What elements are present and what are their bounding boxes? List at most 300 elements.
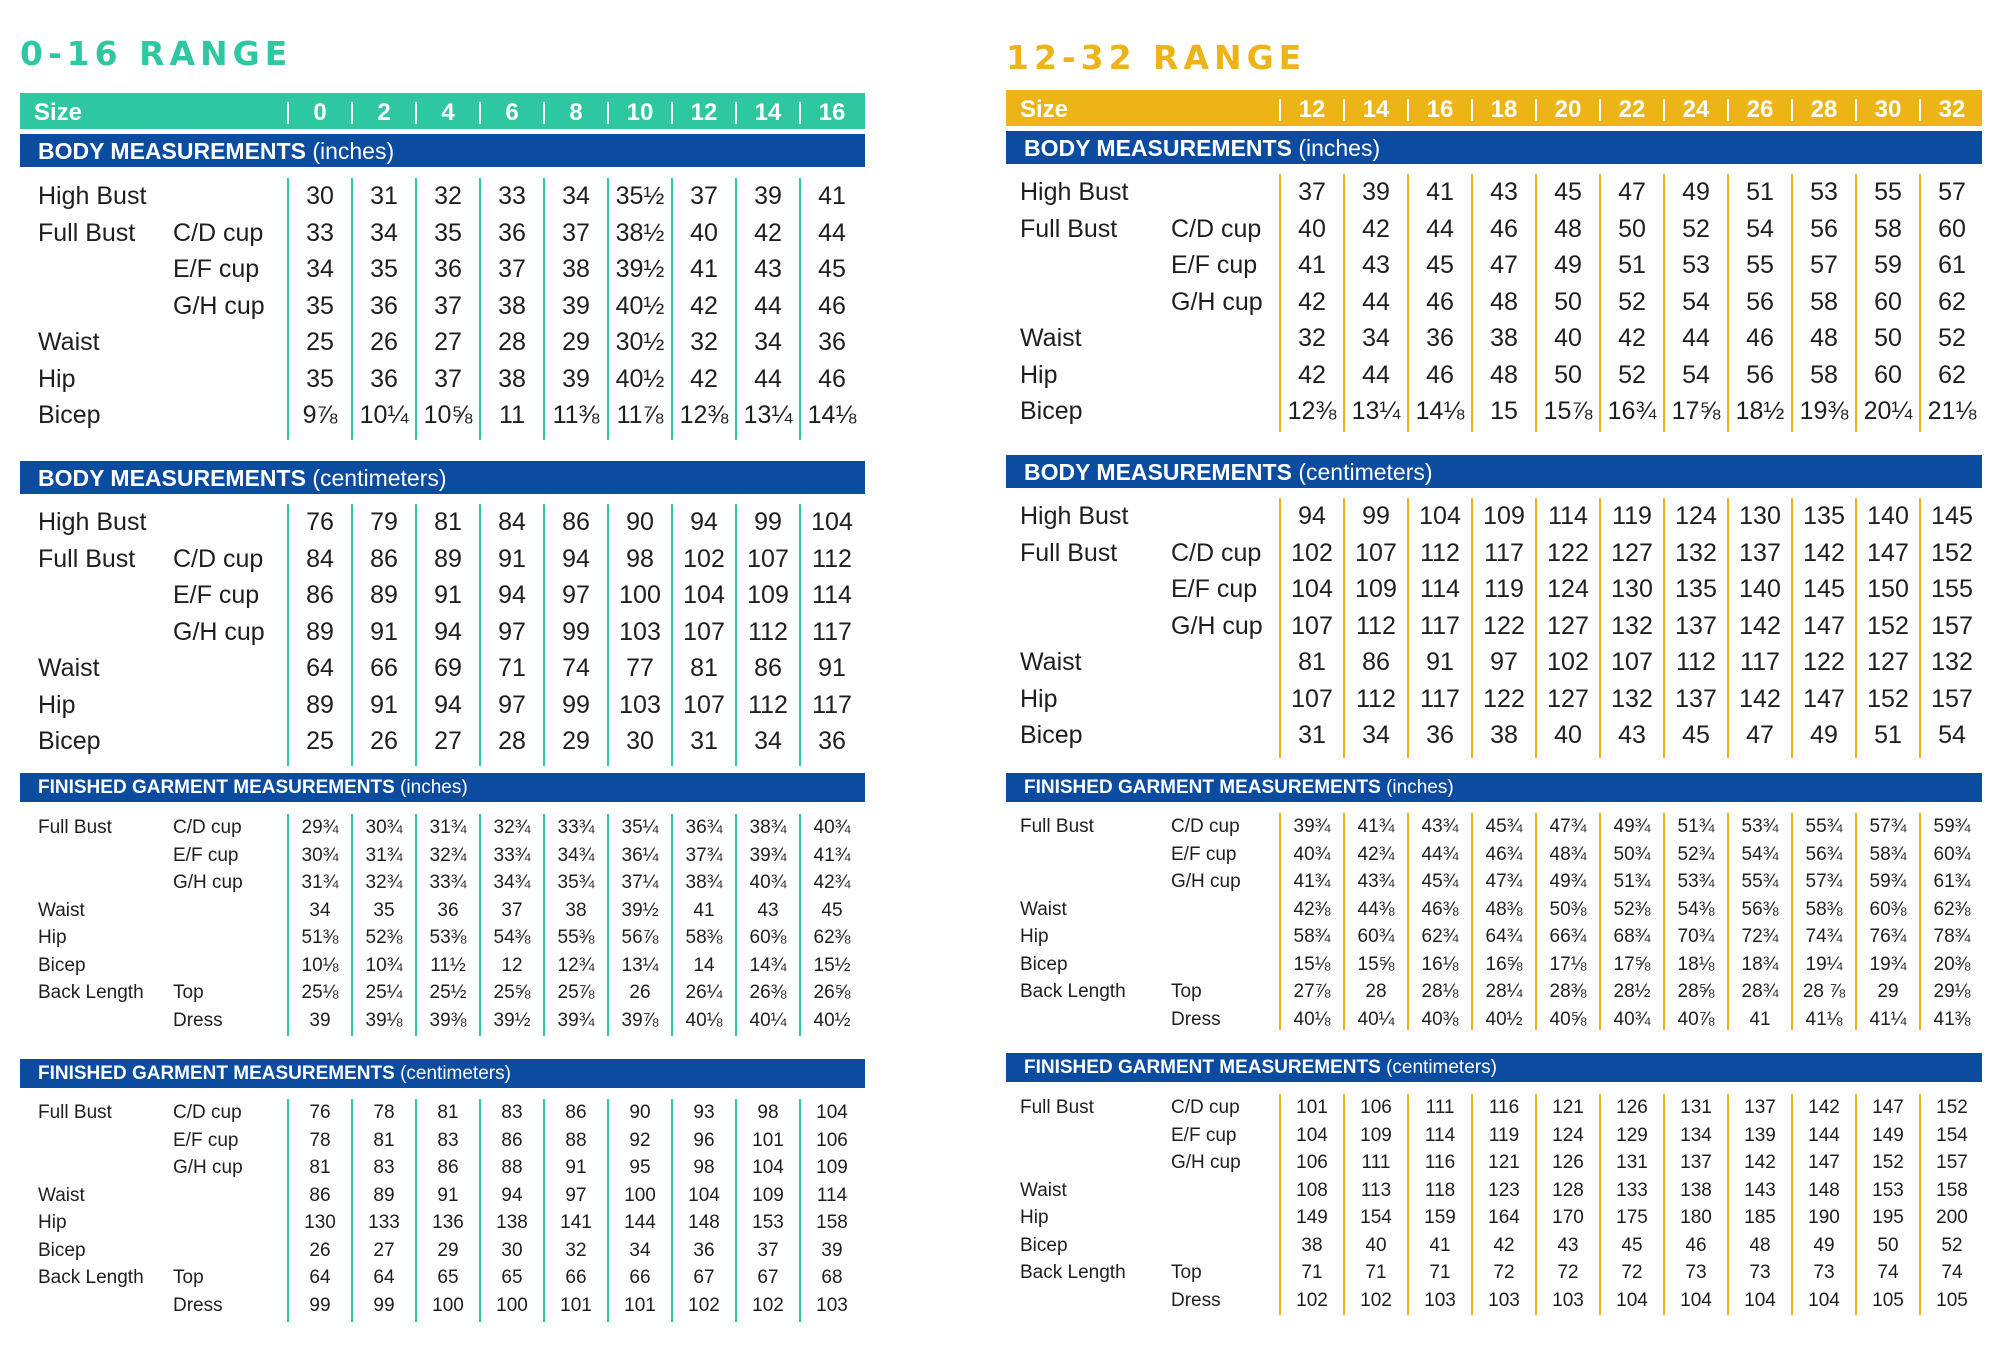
measurement-cell: 91 — [565, 1157, 587, 1178]
row-label: Full Bust — [38, 817, 112, 838]
measurement-cell: 58¾ — [1869, 843, 1907, 865]
measurement-cell: 124 — [1675, 502, 1717, 530]
row-label: Hip — [38, 690, 76, 719]
measurement-cell: 152 — [1931, 538, 1973, 567]
measurement-cell: 112 — [1356, 684, 1396, 713]
measurement-cell: 41⅜ — [1933, 1008, 1971, 1030]
measurement-cell: 102 — [683, 544, 725, 573]
measurement-cell: 34 — [562, 182, 590, 210]
table-row — [1006, 951, 1982, 979]
measurement-cell: 122 — [1547, 538, 1589, 567]
row-sublabel: E/F cup — [1171, 251, 1258, 279]
row-label: Bicep — [38, 401, 101, 429]
measurement-cell: 56⅜ — [1741, 898, 1779, 920]
measurement-cell: 39 — [309, 1009, 331, 1031]
section-unit: (centimeters) — [1298, 459, 1433, 485]
measurement-cell: 157 — [1931, 684, 1973, 713]
size-14: 14 — [1362, 96, 1390, 123]
measurement-cell: 99 — [754, 508, 782, 536]
size-26: 26 — [1746, 96, 1774, 123]
measurement-cell: 31 — [1298, 721, 1326, 749]
measurement-cell: 31 — [370, 182, 398, 210]
measurement-cell: 39⅞ — [621, 1009, 659, 1031]
measurement-cell: 62¾ — [1421, 926, 1459, 947]
measurement-cell: 105 — [1936, 1289, 1968, 1311]
measurement-cell: 30 — [306, 182, 334, 210]
row-sublabel: Dress — [173, 1294, 223, 1316]
measurement-cell: 129 — [1616, 1124, 1648, 1146]
measurement-cell: 124 — [1547, 575, 1589, 603]
measurement-cell: 107 — [747, 544, 789, 573]
measurement-cell: 102 — [688, 1294, 720, 1316]
measurement-cell: 58 — [1810, 287, 1838, 316]
measurement-cell: 28⅜ — [1549, 981, 1587, 1002]
section-title — [1024, 455, 1433, 489]
measurement-cell: 93 — [693, 1102, 715, 1123]
measurement-cell: 12¾ — [557, 954, 595, 976]
measurement-cell: 36 — [1426, 324, 1454, 352]
measurement-cell: 37 — [1298, 178, 1326, 206]
measurement-cell: 58¾ — [1293, 926, 1331, 947]
measurement-cell: 49 — [1682, 178, 1710, 206]
section-unit: (inches) — [1386, 777, 1454, 798]
measurement-cell: 127 — [1867, 648, 1909, 676]
measurement-cell: 114 — [816, 1184, 848, 1206]
measurement-cell: 135 — [1675, 575, 1717, 603]
measurement-cell: 34 — [1362, 324, 1390, 352]
section-title-text: FINISHED GARMENT MEASUREMENTS — [1024, 777, 1381, 798]
row-label: Full Bust — [1020, 538, 1118, 567]
measurement-cell: 81 — [434, 508, 462, 536]
measurement-cell: 45 — [1426, 251, 1454, 279]
measurement-cell: 126 — [1552, 1152, 1584, 1173]
table-row — [20, 1264, 865, 1292]
measurement-cell: 13¼ — [1351, 397, 1401, 425]
measurement-cell: 81 — [373, 1129, 395, 1151]
measurement-cell: 49¾ — [1549, 871, 1587, 892]
measurement-cell: 42 — [690, 291, 718, 320]
measurement-cell: 37 — [690, 182, 718, 210]
measurement-cell: 104 — [1744, 1289, 1776, 1311]
measurement-cell: 38 — [498, 364, 526, 393]
measurement-cell: 100 — [619, 581, 661, 609]
measurement-cell: 128 — [1552, 1179, 1584, 1201]
measurement-cell: 36 — [437, 899, 459, 921]
measurement-cell: 49 — [1554, 251, 1582, 279]
measurement-cell: 116 — [1488, 1097, 1520, 1118]
measurement-cell: 101 — [560, 1294, 592, 1316]
measurement-cell: 33 — [306, 218, 334, 247]
measurement-cell: 109 — [1483, 502, 1525, 530]
row-label: Full Bust — [1020, 214, 1118, 243]
measurement-cell: 60 — [1874, 360, 1902, 389]
measurement-cell: 36 — [1426, 721, 1454, 749]
measurement-cell: 47¾ — [1485, 871, 1523, 892]
measurement-cell: 104 — [1616, 1289, 1648, 1311]
size-6: 6 — [505, 99, 519, 126]
measurement-cell: 41 — [1749, 1008, 1771, 1030]
measurement-cell: 46⅜ — [1421, 898, 1459, 920]
measurement-cell: 67 — [757, 1267, 779, 1288]
measurement-cell: 71 — [498, 654, 526, 682]
measurement-cell: 102 — [1547, 648, 1589, 676]
right-section-header-0 — [1006, 131, 1982, 164]
measurement-cell: 38 — [1490, 324, 1518, 352]
measurement-cell: 31¾ — [365, 844, 403, 866]
measurement-cell: 89 — [370, 581, 398, 609]
measurement-cell: 26¼ — [685, 982, 723, 1003]
table-row — [20, 650, 865, 687]
table-row — [1006, 1149, 1982, 1177]
measurement-cell: 195 — [1872, 1207, 1904, 1228]
row-label: Waist — [1020, 1179, 1067, 1201]
row-sublabel: G/H cup — [173, 291, 265, 320]
measurement-cell: 147 — [1803, 611, 1845, 640]
measurement-cell: 32 — [565, 1239, 587, 1261]
measurement-cell: 58⅜ — [685, 927, 723, 948]
measurement-cell: 44 — [1362, 360, 1390, 389]
right-size-header — [1006, 90, 1982, 126]
measurement-cell: 200 — [1936, 1207, 1968, 1228]
measurement-cell: 104 — [1296, 1124, 1328, 1146]
measurement-cell: 54 — [1746, 214, 1774, 243]
measurement-cell: 46 — [1426, 287, 1454, 316]
row-label: Back Length — [1020, 1262, 1126, 1283]
measurement-cell: 25⅝ — [493, 982, 531, 1003]
table-row — [1006, 923, 1982, 951]
measurement-cell: 44¾ — [1421, 843, 1459, 865]
measurement-cell: 81 — [1298, 648, 1326, 676]
measurement-cell: 60¾ — [1357, 926, 1395, 947]
measurement-cell: 56 — [1810, 214, 1838, 243]
measurement-cell: 48 — [1810, 324, 1838, 352]
measurement-cell: 65 — [501, 1267, 523, 1288]
measurement-cell: 117 — [1484, 538, 1524, 567]
measurement-cell: 48 — [1749, 1234, 1771, 1256]
measurement-cell: 104 — [683, 581, 725, 609]
table-row — [1006, 717, 1982, 754]
measurement-cell: 132 — [1611, 684, 1653, 713]
measurement-cell: 94 — [434, 690, 462, 719]
row-sublabel: Dress — [1171, 1289, 1221, 1311]
measurement-cell: 56 — [1746, 360, 1774, 389]
measurement-cell: 35 — [306, 364, 334, 393]
measurement-cell: 55 — [1746, 251, 1774, 279]
row-sublabel: G/H cup — [1171, 1152, 1241, 1173]
section-title — [1024, 1053, 1497, 1083]
measurement-cell: 57 — [1938, 178, 1966, 206]
measurement-cell: 66¾ — [1549, 926, 1587, 947]
measurement-cell: 26⅜ — [749, 982, 787, 1003]
measurement-cell: 79 — [370, 508, 398, 536]
table-row — [20, 504, 865, 541]
right-section-header-1 — [1006, 455, 1982, 488]
measurement-cell: 51 — [1618, 251, 1646, 279]
table-row — [20, 924, 865, 952]
measurement-cell: 105 — [1872, 1289, 1904, 1311]
measurement-cell: 51¾ — [1613, 871, 1651, 892]
measurement-cell: 158 — [1936, 1179, 1968, 1201]
row-label: Hip — [38, 364, 76, 393]
measurement-cell: 64 — [373, 1267, 395, 1288]
table-row — [20, 723, 865, 760]
section-title-text: BODY MEASUREMENTS — [1024, 459, 1292, 485]
table-row — [1006, 681, 1982, 718]
measurement-cell: 60⅜ — [749, 927, 787, 948]
measurement-cell: 9⅞ — [302, 401, 338, 429]
left-section-header-3 — [20, 1059, 865, 1088]
measurement-cell: 26 — [370, 328, 398, 356]
measurement-cell: 20¼ — [1863, 397, 1913, 425]
measurement-cell: 122 — [1483, 611, 1525, 640]
table-row — [1006, 247, 1982, 284]
measurement-cell: 190 — [1808, 1207, 1840, 1228]
measurement-cell: 34 — [370, 218, 398, 247]
row-label: Back Length — [38, 1267, 144, 1288]
measurement-cell: 157 — [1931, 611, 1973, 640]
row-label: Hip — [1020, 360, 1058, 389]
measurement-cell: 55¾ — [1805, 816, 1843, 837]
measurement-cell: 41 — [1429, 1234, 1451, 1256]
measurement-cell: 42¾ — [813, 872, 851, 893]
row-sublabel: G/H cup — [1171, 287, 1263, 316]
left-section-header-0 — [20, 134, 865, 167]
measurement-cell: 37 — [498, 255, 526, 283]
measurement-cell: 34¾ — [557, 844, 595, 866]
measurement-cell: 43 — [1490, 178, 1518, 206]
measurement-cell: 153 — [752, 1212, 784, 1233]
measurement-cell: 39⅜ — [429, 1009, 467, 1031]
measurement-cell: 104 — [752, 1157, 784, 1178]
measurement-cell: 62⅜ — [813, 927, 851, 948]
measurement-cell: 84 — [498, 508, 526, 536]
measurement-cell: 51⅜ — [301, 927, 339, 948]
table-row — [1006, 1177, 1982, 1205]
table-row — [20, 1127, 865, 1155]
measurement-cell: 29¾ — [301, 817, 339, 838]
measurement-cell: 41¼ — [1869, 1008, 1907, 1030]
table-row — [20, 541, 865, 578]
measurement-cell: 43 — [754, 255, 782, 283]
measurement-cell: 53¾ — [1677, 871, 1715, 892]
measurement-cell: 17⅝ — [1613, 953, 1651, 975]
measurement-cell: 43 — [757, 899, 779, 921]
measurement-cell: 48 — [1554, 214, 1582, 243]
measurement-cell: 98 — [693, 1157, 715, 1178]
measurement-cell: 38 — [1490, 721, 1518, 749]
section-unit: (centimeters) — [400, 1063, 511, 1084]
measurement-cell: 114 — [1420, 575, 1460, 603]
measurement-cell: 94 — [690, 508, 718, 536]
measurement-cell: 41 — [690, 255, 718, 283]
measurement-cell: 43¾ — [1421, 816, 1459, 837]
row-sublabel: E/F cup — [173, 581, 260, 609]
table-row — [1006, 896, 1982, 924]
row-label: Bicep — [1020, 721, 1083, 749]
measurement-cell: 39 — [1362, 178, 1390, 206]
measurement-cell: 42 — [1493, 1234, 1515, 1256]
measurement-cell: 25⅞ — [557, 982, 595, 1003]
row-sublabel: C/D cup — [173, 544, 264, 573]
size-12: 12 — [1298, 96, 1326, 123]
measurement-cell: 34 — [754, 727, 782, 755]
row-label: High Bust — [1020, 178, 1129, 206]
measurement-cell: 40½ — [615, 291, 665, 320]
measurement-cell: 107 — [683, 690, 725, 719]
measurement-cell: 59¾ — [1933, 816, 1971, 837]
measurement-cell: 38¾ — [685, 872, 723, 893]
measurement-cell: 144 — [1808, 1124, 1840, 1146]
measurement-cell: 124 — [1552, 1124, 1584, 1146]
measurement-cell: 45 — [821, 899, 843, 921]
table-row — [20, 1182, 865, 1210]
measurement-cell: 28⅛ — [1421, 981, 1459, 1002]
measurement-cell: 74 — [1877, 1262, 1899, 1283]
measurement-cell: 39½ — [615, 255, 665, 283]
table-row — [1006, 1094, 1982, 1122]
size-10: 10 — [626, 99, 654, 126]
measurement-cell: 55¾ — [1741, 871, 1779, 892]
measurement-cell: 46 — [1490, 214, 1518, 243]
measurement-cell: 52 — [1941, 1234, 1963, 1256]
measurement-cell: 12 — [501, 954, 523, 976]
measurement-cell: 59 — [1874, 251, 1902, 279]
size-label: Size — [34, 99, 83, 126]
measurement-cell: 56⅞ — [621, 927, 659, 948]
measurement-cell: 142 — [1739, 611, 1781, 640]
size-22: 22 — [1618, 96, 1646, 123]
measurement-cell: 42⅜ — [1293, 898, 1331, 920]
measurement-cell: 83 — [437, 1129, 459, 1151]
size-28: 28 — [1810, 96, 1838, 123]
right-section-header-2 — [1006, 773, 1982, 802]
measurement-cell: 104 — [1680, 1289, 1712, 1311]
measurement-cell: 135 — [1803, 502, 1845, 530]
section-title — [1024, 131, 1380, 165]
measurement-cell: 91 — [437, 1184, 459, 1206]
measurement-cell: 54 — [1938, 721, 1966, 749]
measurement-cell: 46 — [1685, 1234, 1707, 1256]
row-sublabel: C/D cup — [1171, 1097, 1240, 1118]
measurement-cell: 104 — [811, 508, 853, 536]
measurement-cell: 100 — [496, 1294, 528, 1316]
measurement-cell: 25 — [306, 328, 334, 356]
measurement-cell: 138 — [1680, 1179, 1712, 1201]
measurement-cell: 26⅝ — [813, 982, 851, 1003]
measurement-cell: 11 — [499, 401, 525, 429]
measurement-cell: 116 — [1424, 1152, 1456, 1173]
table-row — [1006, 571, 1982, 608]
row-label: Hip — [1020, 1207, 1049, 1228]
measurement-cell: 10¼ — [359, 401, 409, 429]
measurement-cell: 41 — [1298, 251, 1326, 279]
measurement-cell: 28¼ — [1485, 981, 1523, 1002]
size-2: 2 — [377, 99, 391, 126]
measurement-cell: 39⅛ — [365, 1009, 403, 1031]
measurement-cell: 78 — [309, 1129, 331, 1151]
measurement-cell: 117 — [1420, 611, 1460, 640]
row-sublabel: Top — [173, 1267, 204, 1288]
right-section-header-3 — [1006, 1053, 1982, 1082]
measurement-cell: 155 — [1931, 575, 1973, 603]
section-title-text: FINISHED GARMENT MEASUREMENTS — [38, 777, 395, 798]
row-sublabel: E/F cup — [173, 844, 239, 866]
table-row — [1006, 1232, 1982, 1260]
measurement-cell: 62 — [1938, 360, 1966, 389]
measurement-cell: 103 — [1488, 1289, 1520, 1311]
measurement-cell: 16⅝ — [1485, 953, 1523, 975]
measurement-cell: 60¾ — [1933, 843, 1971, 865]
size-16: 16 — [1426, 96, 1454, 123]
measurement-cell: 40¼ — [1357, 1008, 1395, 1030]
measurement-cell: 55⅜ — [557, 927, 595, 948]
table-row — [1006, 357, 1982, 394]
measurement-cell: 111 — [1425, 1097, 1455, 1118]
measurement-cell: 107 — [1611, 648, 1653, 676]
measurement-cell: 14¾ — [749, 954, 787, 976]
row-label: Bicep — [38, 1239, 86, 1261]
measurement-cell: 45 — [1682, 721, 1710, 749]
table-row — [20, 251, 865, 288]
measurement-cell: 44 — [818, 218, 846, 247]
measurement-cell: 76 — [306, 508, 334, 536]
measurement-cell: 112 — [1420, 538, 1460, 567]
row-label: Bicep — [38, 954, 86, 976]
measurement-cell: 107 — [1291, 611, 1333, 640]
measurement-cell: 40½ — [813, 1009, 851, 1031]
measurement-cell: 32 — [690, 328, 718, 356]
table-row — [1006, 1287, 1982, 1315]
measurement-cell: 117 — [812, 617, 852, 646]
measurement-cell: 40¾ — [1613, 1008, 1651, 1030]
section-title-text: BODY MEASUREMENTS — [38, 465, 306, 491]
right-range-title: 12-32 RANGE — [1006, 38, 1307, 77]
measurement-cell: 106 — [1296, 1152, 1328, 1173]
measurement-cell: 100 — [624, 1184, 656, 1206]
measurement-cell: 70¾ — [1677, 926, 1715, 947]
row-label: Full Bust — [1020, 1097, 1094, 1118]
row-label: Waist — [38, 899, 85, 921]
measurement-cell: 27⅞ — [1293, 981, 1331, 1002]
measurement-cell: 94 — [434, 617, 462, 646]
measurement-cell: 40⅝ — [1549, 1008, 1587, 1030]
measurement-cell: 31¾ — [429, 817, 467, 838]
measurement-cell: 64 — [306, 654, 334, 682]
size-14: 14 — [754, 99, 782, 126]
row-sublabel: C/D cup — [173, 1102, 242, 1123]
measurement-cell: 58⅜ — [1805, 898, 1843, 920]
measurement-cell: 19¾ — [1869, 953, 1907, 975]
row-sublabel: C/D cup — [1171, 214, 1262, 243]
measurement-cell: 109 — [1360, 1124, 1392, 1146]
measurement-cell: 104 — [1291, 575, 1333, 603]
measurement-cell: 72¾ — [1741, 926, 1779, 947]
measurement-cell: 104 — [816, 1102, 848, 1123]
section-title-text: BODY MEASUREMENTS — [38, 138, 306, 164]
measurement-cell: 52⅜ — [365, 927, 403, 948]
measurement-cell: 11½ — [430, 954, 466, 976]
measurement-cell: 40⅜ — [1421, 1008, 1459, 1030]
row-label: Bicep — [1020, 953, 1068, 975]
measurement-cell: 44⅜ — [1357, 898, 1395, 920]
measurement-cell: 121 — [1488, 1152, 1520, 1173]
row-sublabel: E/F cup — [173, 255, 260, 283]
measurement-cell: 36 — [370, 364, 398, 393]
measurement-cell: 127 — [1547, 611, 1589, 640]
table-row — [20, 1237, 865, 1265]
measurement-cell: 39 — [562, 291, 590, 320]
measurement-cell: 62 — [1938, 287, 1966, 316]
